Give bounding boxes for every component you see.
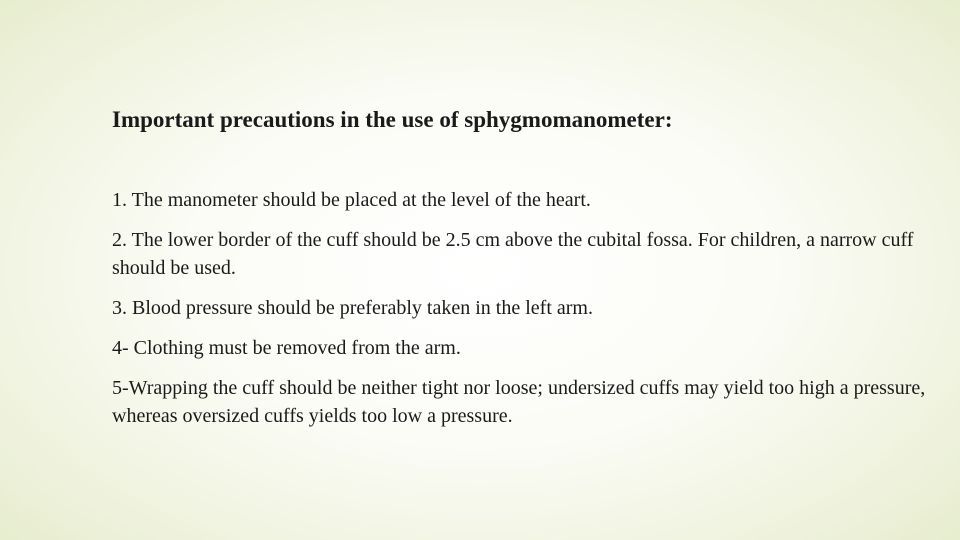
precautions-list [112,186,942,442]
list-item: 3. Blood pressure should be preferably taken in the left arm. [112,297,593,319]
list-item: 5-Wrapping the cuff should be neither tight nor loose; undersized cuffs may yield too high a pressure, whereas oversized cuffs yields too low a pressure. [112,377,926,427]
list-item: 1. The manometer should be placed at the level of the heart. [112,189,591,211]
list-item: 2. The lower border of the cuff should be 2.5 cm above the cubital fossa. For children, a narrow cuff should be used. [112,229,914,279]
list-item: 4- Clothing must be removed from the arm. [112,337,461,359]
slide-title: Important precautions in the use of sphygmomanometer: [112,107,673,132]
